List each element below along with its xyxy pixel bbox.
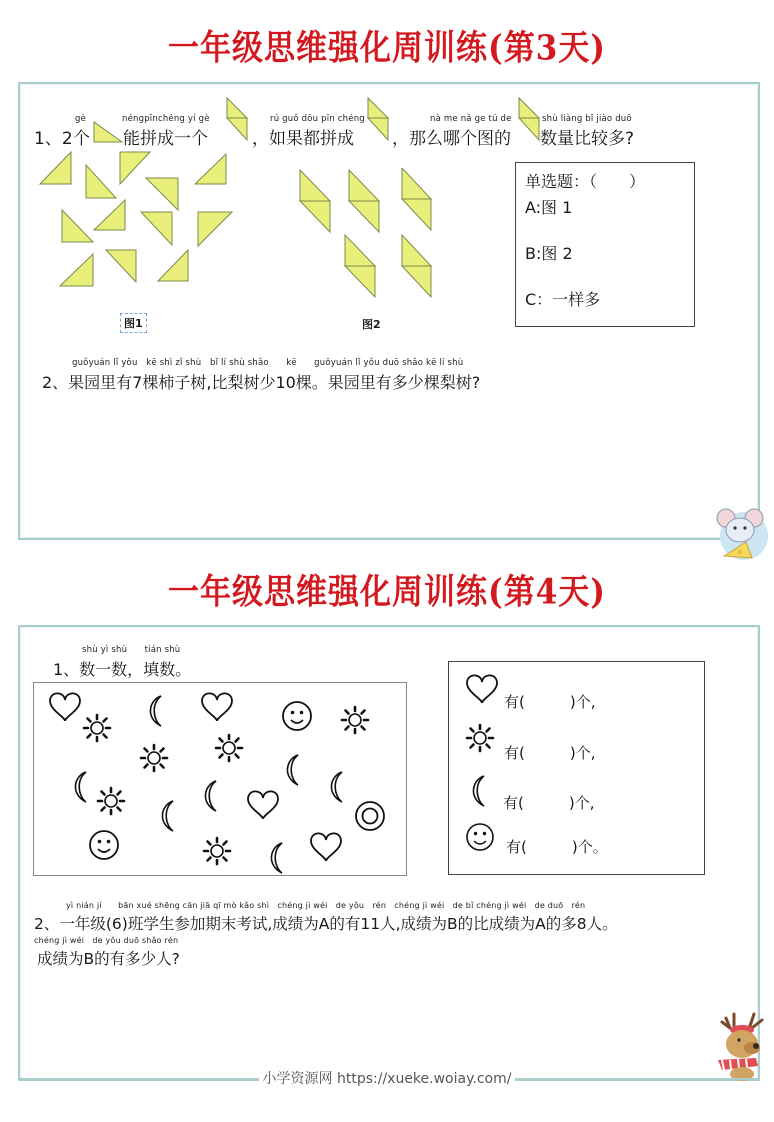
small-triangle-icon (92, 120, 124, 144)
pinyin: néngpīnchéng yí gè (122, 114, 210, 124)
option-b[interactable]: B:图 2 (525, 244, 573, 263)
footer (0, 1068, 774, 1088)
shapes-box (33, 682, 407, 876)
q1-text: 个 (73, 129, 90, 149)
mouse-mascot-icon (710, 506, 772, 562)
pinyin: rú guǒ dōu pīn chéng (270, 114, 365, 124)
option-a[interactable]: A:图 1 (525, 198, 573, 217)
pinyin: nà me nǎ ge tú de (430, 114, 512, 124)
parallelogram-icon (225, 96, 249, 142)
heart-icon (465, 674, 499, 704)
figure1-triangles (38, 150, 248, 300)
q2-line1: 2、一年级(6)班学生参加期末考试,成绩为A的有11人,成绩为B的比成绩为A的多8人。 (34, 915, 618, 933)
figure1-label: 图1 (120, 313, 147, 333)
parallelogram-icon (366, 96, 390, 142)
day4-title: 一年级思维强化周训练(第4天) (168, 572, 606, 613)
q2-text: 2、果园里有7棵柿子树,比梨树少10棵。果园里有多少棵梨树? (42, 373, 481, 392)
figure2-label: 图2 (362, 318, 381, 331)
q1-number: 1、2 (34, 129, 73, 149)
choice-heading: 单选题：（ ） (525, 172, 646, 191)
q2-line2: 成绩为B的有多少人? (37, 950, 180, 968)
moon-icon (467, 774, 489, 808)
q1-text: ，那么哪个图的 (392, 129, 511, 149)
shapes-grid (34, 683, 406, 875)
heart-count-field[interactable]: 有( )个, (504, 693, 596, 711)
footer-link[interactable]: 小学资源网 https://xueke.woiay.com/ (259, 1071, 516, 1087)
answers-box (448, 661, 705, 875)
choice-box (515, 162, 695, 327)
pinyin: yì nián jí bān xué shēng cān jiā qī mò kǎo shì chéng jì wéi de yǒu rén chéng jì wéi de bǐ chéng jì wéi de duō rén (66, 901, 586, 910)
q1-text: 数量比较多? (540, 129, 635, 149)
q1-text: ，如果都拼成 (252, 129, 354, 149)
pinyin: guǒyuán lǐ yǒu kē shì zǐ shù bǐ lí shù shǎo kē guǒyuán lǐ yǒu duō shǎo kē lí shù (72, 358, 464, 368)
smiley-count-field[interactable]: 有( )个。 (506, 838, 608, 856)
smiley-icon (465, 822, 495, 852)
day3-panel (18, 82, 760, 540)
day3-title: 一年级思维强化周训练(第3天) (168, 28, 606, 69)
option-c[interactable]: C：一样多 (525, 290, 601, 309)
pinyin: chéng jì wéi de yǒu duō shǎo rén (34, 936, 179, 945)
moon-count-field[interactable]: 有( )个, (503, 794, 595, 812)
q1-text: 1、数一数，填数。 (53, 660, 192, 679)
sun-count-field[interactable]: 有( )个, (504, 744, 596, 762)
parallelogram-icon (517, 96, 541, 142)
q1-text: 能拼成一个 (123, 129, 208, 149)
sun-icon (464, 722, 496, 754)
pinyin: shù liàng bǐ jiào duō (542, 114, 632, 124)
pinyin: gè (75, 114, 87, 124)
day4-panel (18, 625, 760, 1081)
figure2-parallelograms (298, 168, 438, 303)
pinyin: shù yì shù tián shù (82, 645, 181, 655)
